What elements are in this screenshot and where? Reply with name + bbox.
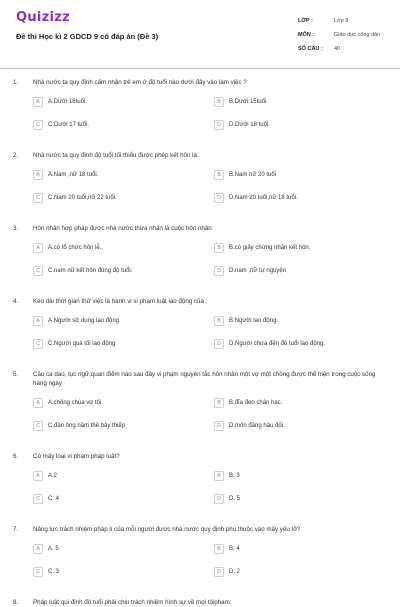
answer-row <box>33 192 400 204</box>
option-text: C.nam nữ kết hôn đúng độ tuổi. <box>48 268 133 274</box>
option-letter-box: D <box>214 339 224 349</box>
question-number: 8. <box>13 599 19 606</box>
option-letter-box: A <box>33 243 43 253</box>
answer-option[interactable] <box>33 169 214 181</box>
answer-option[interactable] <box>214 338 395 350</box>
option-letter-box: C <box>33 193 43 203</box>
answer-option[interactable] <box>33 192 214 204</box>
question-text: Năng lực trách nhiệm pháp lí của mỗi người được nhà nước quy định phụ thuộc vào mấy yếu tố? <box>33 526 301 533</box>
option-text: A.Dưới 16tuổi. <box>48 99 87 105</box>
question-header <box>0 598 400 607</box>
option-text: D.Người chưa đến độ tuổi lao động. <box>229 341 326 347</box>
option-letter-box: D <box>214 266 224 276</box>
question-number: 2. <box>13 152 19 159</box>
question-text: Kéo dài thời gian thử việc là hành vi vi phạm luật lao động của : <box>33 298 208 305</box>
answer-option[interactable] <box>214 169 395 181</box>
question-item <box>0 297 400 350</box>
option-text: C. 3 <box>48 569 60 575</box>
option-text: A.có tổ chức hôn lễ.. <box>48 245 104 251</box>
answer-option[interactable] <box>33 119 214 131</box>
question-text: Nhà nước ta quy định độ tuổi tối thiểu được phép kết hôn là: <box>33 152 199 159</box>
option-text: A.2 <box>48 473 58 479</box>
option-text: D.nam ,nữ tự nguyện <box>229 268 287 274</box>
answer-options <box>0 242 400 277</box>
meta-class-value: Lớp 9 <box>334 18 349 24</box>
question-number: 4. <box>13 298 19 305</box>
answer-option[interactable] <box>33 315 214 327</box>
question-header <box>0 452 400 461</box>
question-item <box>0 370 400 432</box>
answer-row <box>33 265 400 277</box>
answer-row <box>33 543 400 555</box>
answer-row <box>33 242 400 254</box>
option-letter-box: D <box>214 421 224 431</box>
answer-row <box>33 96 400 108</box>
option-text: C.Người quá tối lao động <box>48 341 116 347</box>
answer-option[interactable] <box>214 315 395 327</box>
option-text: A.chồng chúa vợ tôi. <box>48 400 103 406</box>
option-letter-box: C <box>33 421 43 431</box>
option-letter-box: A <box>33 544 43 554</box>
option-text: C. 4 <box>48 496 60 502</box>
option-text: D. 5 <box>229 496 241 502</box>
option-letter-box: B <box>214 544 224 554</box>
option-text: D.Nam 20 tuổi,nữ 18 tuổi. <box>229 195 298 201</box>
answer-option[interactable] <box>214 192 395 204</box>
meta-class-label: LỚP : <box>298 18 313 24</box>
option-letter-box: B <box>214 243 224 253</box>
answer-option[interactable] <box>214 470 395 482</box>
option-text: B.đĩa đeo chân hạc. <box>229 400 283 406</box>
question-header <box>0 224 400 233</box>
question-text: Câu ca dao, tục ngữ,quan điểm nào sau đây vi phạm nguyên tắc hôn nhân một vợ một chồng được thể hiện trong cuộc sống hàng ngày <box>33 371 376 387</box>
option-letter-box: B <box>214 97 224 107</box>
option-letter-box: C <box>33 120 43 130</box>
answer-option[interactable] <box>214 420 395 432</box>
option-letter-box: A <box>33 398 43 408</box>
answer-options <box>0 169 400 204</box>
option-text: D. 2 <box>229 569 241 575</box>
option-letter-box: A <box>33 170 43 180</box>
question-number: 6. <box>13 453 19 460</box>
question-item <box>0 224 400 277</box>
question-list <box>0 78 400 607</box>
option-letter-box: B <box>214 170 224 180</box>
answer-row <box>33 420 400 432</box>
meta-count-value: 40 <box>334 46 341 52</box>
meta-subject-value: Giáo dục công dân <box>334 32 381 38</box>
option-letter-box: C <box>33 494 43 504</box>
option-text: C.Nam 20 tuổi,nữ 22 tuổi. <box>48 195 117 201</box>
question-item <box>0 598 400 607</box>
answer-option[interactable] <box>214 566 395 578</box>
question-number: 7. <box>13 526 19 533</box>
question-number: 1. <box>13 79 19 86</box>
option-text: B.có giấy chứng nhận kết hôn. <box>229 245 311 251</box>
option-text: D.Dưới 18 tuổi. <box>229 122 270 128</box>
question-item <box>0 525 400 578</box>
question-header <box>0 151 400 160</box>
answer-option[interactable] <box>33 470 214 482</box>
answer-row <box>33 470 400 482</box>
answer-option[interactable] <box>214 493 395 505</box>
option-letter-box: B <box>214 398 224 408</box>
meta-subject-label: MÔN : <box>298 32 315 38</box>
answer-row <box>33 169 400 181</box>
question-header <box>0 297 400 306</box>
answer-options <box>0 96 400 131</box>
option-letter-box: C <box>33 266 43 276</box>
answer-options <box>0 397 400 432</box>
answer-option[interactable] <box>33 493 214 505</box>
answer-option[interactable] <box>33 242 214 254</box>
question-item <box>0 151 400 204</box>
answer-row <box>33 493 400 505</box>
exam-meta <box>298 14 390 56</box>
option-text: A. 5 <box>48 546 59 552</box>
question-header <box>0 525 400 534</box>
answer-option[interactable] <box>214 543 395 555</box>
option-letter-box: B <box>214 316 224 326</box>
answer-options <box>0 470 400 505</box>
question-text: Hôn nhân hợp pháp được nhà nước thừa nhận là cuộc hôn nhân <box>33 225 212 232</box>
option-text: D.môn đăng hậu đối. <box>229 423 285 429</box>
question-item <box>0 452 400 505</box>
answer-options <box>0 315 400 350</box>
option-letter-box: A <box>33 471 43 481</box>
option-letter-box: D <box>214 193 224 203</box>
answer-option[interactable] <box>33 420 214 432</box>
option-letter-box: D <box>214 120 224 130</box>
meta-count-label: SỐ CÂU : <box>298 46 323 52</box>
meta-count-row <box>298 42 390 56</box>
option-letter-box: D <box>214 567 224 577</box>
answer-option[interactable] <box>214 96 395 108</box>
option-text: B.Nam nữ 20 tuổi <box>229 172 277 178</box>
answer-row <box>33 566 400 578</box>
answer-option[interactable] <box>214 397 395 409</box>
option-text: A.Người sử dụng lao động <box>48 318 120 324</box>
meta-subject-row <box>298 28 390 42</box>
question-text: Nhà nước ta quy định cấm nhận trẻ em ở độ tuổi nào dưới đây vào làm việc ? <box>33 79 247 86</box>
answer-option[interactable] <box>33 338 214 350</box>
option-text: A.Nam ,nữ 18 tuổi. <box>48 172 99 178</box>
option-text: B.Người lao động. <box>229 318 278 324</box>
question-item <box>0 78 400 131</box>
quizizz-logo: Quizizz <box>16 10 71 25</box>
header-divider <box>0 68 400 69</box>
option-letter-box: B <box>214 471 224 481</box>
option-text: C.đàn ông năm thê bảy thiếp <box>48 423 126 429</box>
question-number: 3. <box>13 225 19 232</box>
meta-class-row <box>298 14 390 28</box>
exam-title: Đề thi Học kì 2 GDCD 9 có đáp án (Đề 3) <box>16 32 159 41</box>
option-letter-box: A <box>33 316 43 326</box>
answer-option[interactable] <box>33 566 214 578</box>
question-number: 5. <box>13 371 19 378</box>
option-text: B. 4 <box>229 546 240 552</box>
option-text: B.Dưới 15tuổi. <box>229 99 268 105</box>
option-text: C.Dưới 17 tuổi. <box>48 122 89 128</box>
answer-row <box>33 338 400 350</box>
worksheet-header <box>0 0 400 70</box>
answer-option[interactable] <box>214 242 395 254</box>
answer-option[interactable] <box>214 265 395 277</box>
answer-option[interactable] <box>33 543 214 555</box>
option-text: B. 3 <box>229 473 240 479</box>
question-text: Pháp luật qui định độ tuổi phải chịu trách nhiệm hình sự về mọi tộipham: <box>33 599 232 606</box>
option-letter-box: C <box>33 567 43 577</box>
option-letter-box: C <box>33 339 43 349</box>
answer-option[interactable] <box>33 96 214 108</box>
option-letter-box: A <box>33 97 43 107</box>
question-header <box>0 370 400 388</box>
answer-option[interactable] <box>214 119 395 131</box>
answer-options <box>0 543 400 578</box>
answer-option[interactable] <box>33 397 214 409</box>
answer-row <box>33 397 400 409</box>
answer-row <box>33 315 400 327</box>
question-header <box>0 78 400 87</box>
option-letter-box: D <box>214 494 224 504</box>
answer-option[interactable] <box>33 265 214 277</box>
answer-row <box>33 119 400 131</box>
question-text: Có mấy loại vi phạm pháp luật? <box>33 453 120 460</box>
